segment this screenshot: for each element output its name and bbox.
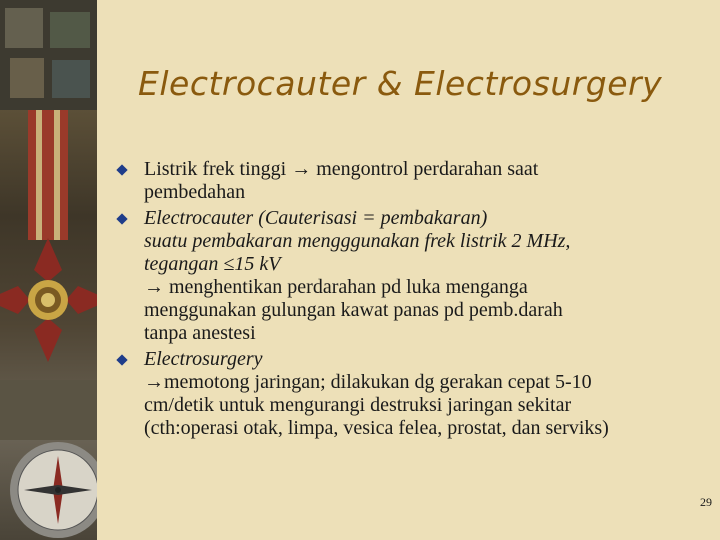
bullet-line: tegangan ≤15 kV xyxy=(144,253,281,275)
bullet-item-electrocauter xyxy=(118,207,708,345)
bullet-line: suatu pembakaran mengggunakan frek listrik 2 MHz, xyxy=(144,230,571,252)
bullet-item-listrik xyxy=(118,158,708,204)
decorative-photo-strip xyxy=(0,0,97,540)
bullet-line: pembedahan xyxy=(144,181,246,203)
medal-compass-image xyxy=(0,0,97,540)
bullet-line: menggunakan gulungan kawat panas pd pemb.darah xyxy=(144,299,563,321)
diamond-bullet-icon xyxy=(116,164,127,175)
bullet-line: cm/detik untuk mengurangi destruksi jaringan sekitar xyxy=(144,394,572,416)
diamond-bullet-icon xyxy=(116,354,127,365)
page-number: 29 xyxy=(700,495,712,509)
diamond-bullet-icon xyxy=(116,213,127,224)
bullet-line: →memotong jaringan; dilakukan dg gerakan cepat 5-10 xyxy=(144,371,592,393)
bullet-line: Electrocauter (Cauterisasi = pembakaran) xyxy=(144,207,488,229)
bullet-item-electrosurgery xyxy=(118,348,708,440)
bullet-line: (cth:operasi otak, limpa, vesica felea, prostat, dan serviks) xyxy=(144,417,609,439)
bullet-line: Electrosurgery xyxy=(144,348,263,370)
slide-title: Electrocauter & Electrosurgery xyxy=(138,64,663,103)
bullet-list xyxy=(118,158,708,440)
bullet-line: Listrik frek tinggi → mengontrol perdarahan saat xyxy=(144,158,539,180)
bullet-line: tanpa anestesi xyxy=(144,322,256,344)
bullet-line: → menghentikan perdarahan pd luka menganga xyxy=(144,276,528,298)
